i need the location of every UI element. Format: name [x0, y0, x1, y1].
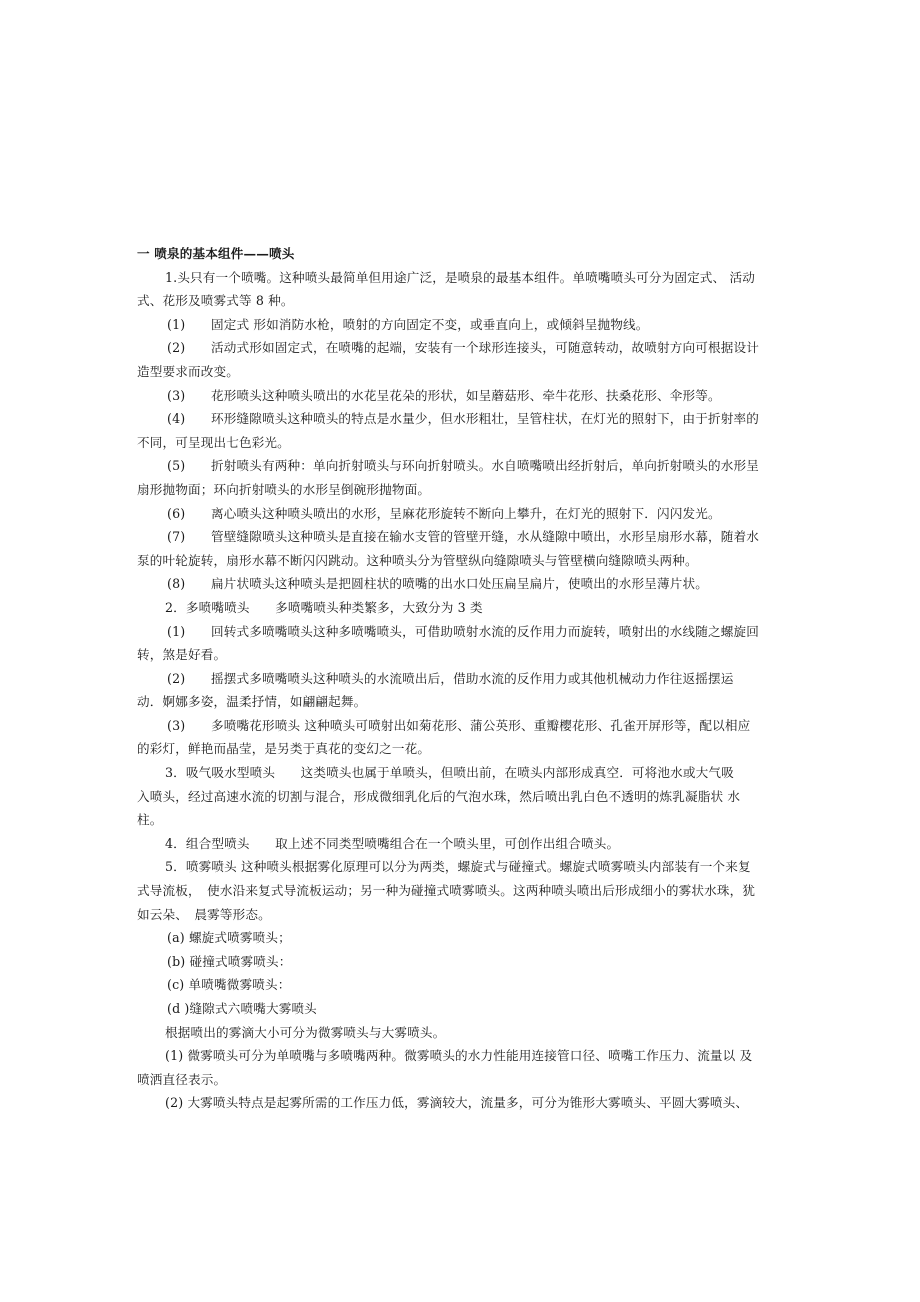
- list-number: (1): [167, 316, 186, 332]
- list-number: (6): [167, 505, 186, 521]
- list-item-pipe-slit: [137, 525, 789, 549]
- paragraph-large-spray-line1: (2) 大雾喷头特点是起雾所需的工作压力低，雾滴较大，流量多，可分为锥形大雾喷头、平圆大雾喷头、: [165, 1095, 749, 1111]
- list-number: (7): [167, 529, 186, 545]
- list-number: (8): [167, 576, 186, 592]
- paragraph-suction-line2: 入喷头，经过高速水流的切割与混合，形成微细乳化后的气泡水珠，然后喷出乳白色不透明的炼乳凝脂状 水: [137, 788, 741, 804]
- paragraph-combination: 4．组合型喷头 取上述不同类型喷嘴组合在一个喷头里，可创作出组合喷头。: [165, 835, 620, 851]
- list-text-continued: 扇形抛物面；环向折射喷头的水形呈倒碗形抛物面。: [137, 481, 431, 497]
- list-text: 环形缝隙喷头这种喷头的特点是水量少，但水形粗壮，呈管柱状，在灯光的照射下，由于折射率的: [211, 411, 759, 427]
- list-item-fixed: [137, 313, 789, 337]
- list-number: (2): [167, 340, 186, 356]
- paragraph-single-nozzle-line1: 1.头只有一个喷嘴。这种喷头最简单但用途广泛，是喷泉的最基本组件。单喷嘴喷头可分为固定式、 活动: [165, 269, 755, 285]
- paragraph-micro-spray-line2: 喷洒直径表示。: [137, 1071, 227, 1087]
- list-text-continued: 造型要求而改变。: [137, 363, 239, 379]
- list-item-flat: [137, 572, 789, 596]
- paragraph-suction-line1: 3．吸气吸水型喷头 这类喷头也属于单喷头，但喷出前，在喷头内部形成真空．可将池水或大气吸: [165, 765, 734, 781]
- list-text-continued: 转，煞是好看。: [137, 647, 227, 663]
- list-item-swing: [137, 667, 789, 691]
- paragraph-spray-line2: 式导流板， 使水沿来复式导流板运动；另一种为碰撞式喷雾喷头。这两种喷头喷出后形成细小的雾状水珠，犹: [137, 883, 756, 899]
- list-text: 固定式 形如消防水枪，喷射的方向固定不变，或垂直向上，或倾斜呈抛物线。: [211, 316, 649, 332]
- paragraph-spray-line3: 如云朵、 晨雾等形态。: [137, 906, 271, 922]
- list-text: 离心喷头这种喷头喷出的水形，呈麻花形旋转不断向上攀升，在灯光的照射下．闪闪发光。: [211, 505, 721, 521]
- list-item-movable: [137, 336, 789, 360]
- list-text-continued: 的彩灯，鲜艳而晶莹，是另类于真花的变幻之一花。: [137, 741, 431, 757]
- list-item-refraction: [137, 454, 789, 478]
- list-text: 折射喷头有两种：单向折射喷头与环向折射喷头。水自喷嘴喷出经折射后，单向折射喷头的水形呈: [211, 458, 759, 474]
- list-item-centrifugal: [137, 502, 789, 526]
- document-body: [137, 242, 789, 1115]
- list-text-continued: 动．婀娜多姿，温柔抒情，如翩翩起舞。: [137, 694, 367, 710]
- list-item-single-micro-spray: (c) 单喷嘴微雾喷头：: [167, 977, 291, 993]
- list-text: 管壁缝隙喷头这种喷头是直接在输水支管的管壁开缝，水从缝隙中喷出，水形呈扇形水幕，随着水: [211, 529, 759, 545]
- list-text: 花形喷头这种喷头喷出的水花呈花朵的形状，如呈蘑菇形、牵牛花形、扶桑花形、伞形等。: [211, 387, 721, 403]
- list-item-impact-spray: (b) 碰撞式喷雾喷头：: [167, 953, 292, 969]
- list-text: 活动式形如固定式，在喷嘴的起端，安装有一个球形连接头，可随意转动，故喷射方向可根据设计: [211, 340, 759, 356]
- list-text: 扁片状喷头这种喷头是把圆柱状的喷嘴的出水口处压扁呈扁片，使喷出的水形呈薄片状。: [211, 576, 709, 592]
- paragraph-spray-line1: 5．喷雾喷头 这种喷头根据雾化原理可以分为两类，螺旋式与碰撞式。螺旋式喷雾喷头内部装有一个来复: [165, 859, 751, 875]
- paragraph-droplet-size: 根据喷出的雾滴大小可分为微雾喷头与大雾喷头。: [165, 1024, 446, 1040]
- list-item-multi-flower: [137, 714, 789, 738]
- list-number: (1): [167, 623, 186, 639]
- list-text: 回转式多喷嘴喷头这种多喷嘴喷头，可借助喷射水流的反作用力而旋转，喷射出的水线随之螺旋回: [211, 623, 759, 639]
- list-item-slit-six-nozzle: (d )缝隙式六喷嘴大雾喷头: [167, 1001, 317, 1016]
- paragraph-multi-nozzle: 2．多喷嘴喷头 多喷嘴喷头种类繁多，大致分为 3 类: [165, 599, 483, 615]
- list-number: (3): [167, 387, 186, 403]
- paragraph-single-nozzle-line2: 式、花形及喷雾式等 8 种。: [137, 293, 294, 309]
- paragraph-suction-line3: 柱。: [137, 812, 163, 828]
- list-item-rotary: [137, 620, 789, 644]
- list-text: 多喷嘴花形喷头 这种喷头可喷射出如菊花形、蒲公英形、重瓣樱花形、孔雀开屏形等，配以相应: [211, 717, 751, 733]
- list-text-continued: 泵的叶轮旋转，扇形水幕不断闪闪跳动。这种喷头分为管壁纵向缝隙喷头与管壁横向缝隙喷头两种。: [137, 552, 698, 568]
- list-item-spiral-spray: (a) 螺旋式喷雾喷头；: [167, 930, 291, 946]
- list-item-ring-slit: [137, 407, 789, 431]
- list-item-flower: [137, 384, 789, 408]
- list-number: (3): [167, 717, 186, 733]
- list-number: (4): [167, 411, 186, 427]
- list-text-continued: 不同，可呈现出七色彩光。: [137, 434, 290, 450]
- paragraph-micro-spray-line1: (1) 微雾喷头可分为单喷嘴与多喷嘴两种。微雾喷头的水力性能用连接管口径、喷嘴工作压力、流量以 及: [165, 1048, 753, 1064]
- list-number: (5): [167, 458, 186, 474]
- list-text: 摇摆式多喷嘴喷头这种喷头的水流喷出后，借助水流的反作用力或其他机械动力作往返摇摆运: [211, 670, 734, 686]
- section-heading: 一 喷泉的基本组件——喷头: [137, 246, 295, 261]
- list-number: (2): [167, 670, 186, 686]
